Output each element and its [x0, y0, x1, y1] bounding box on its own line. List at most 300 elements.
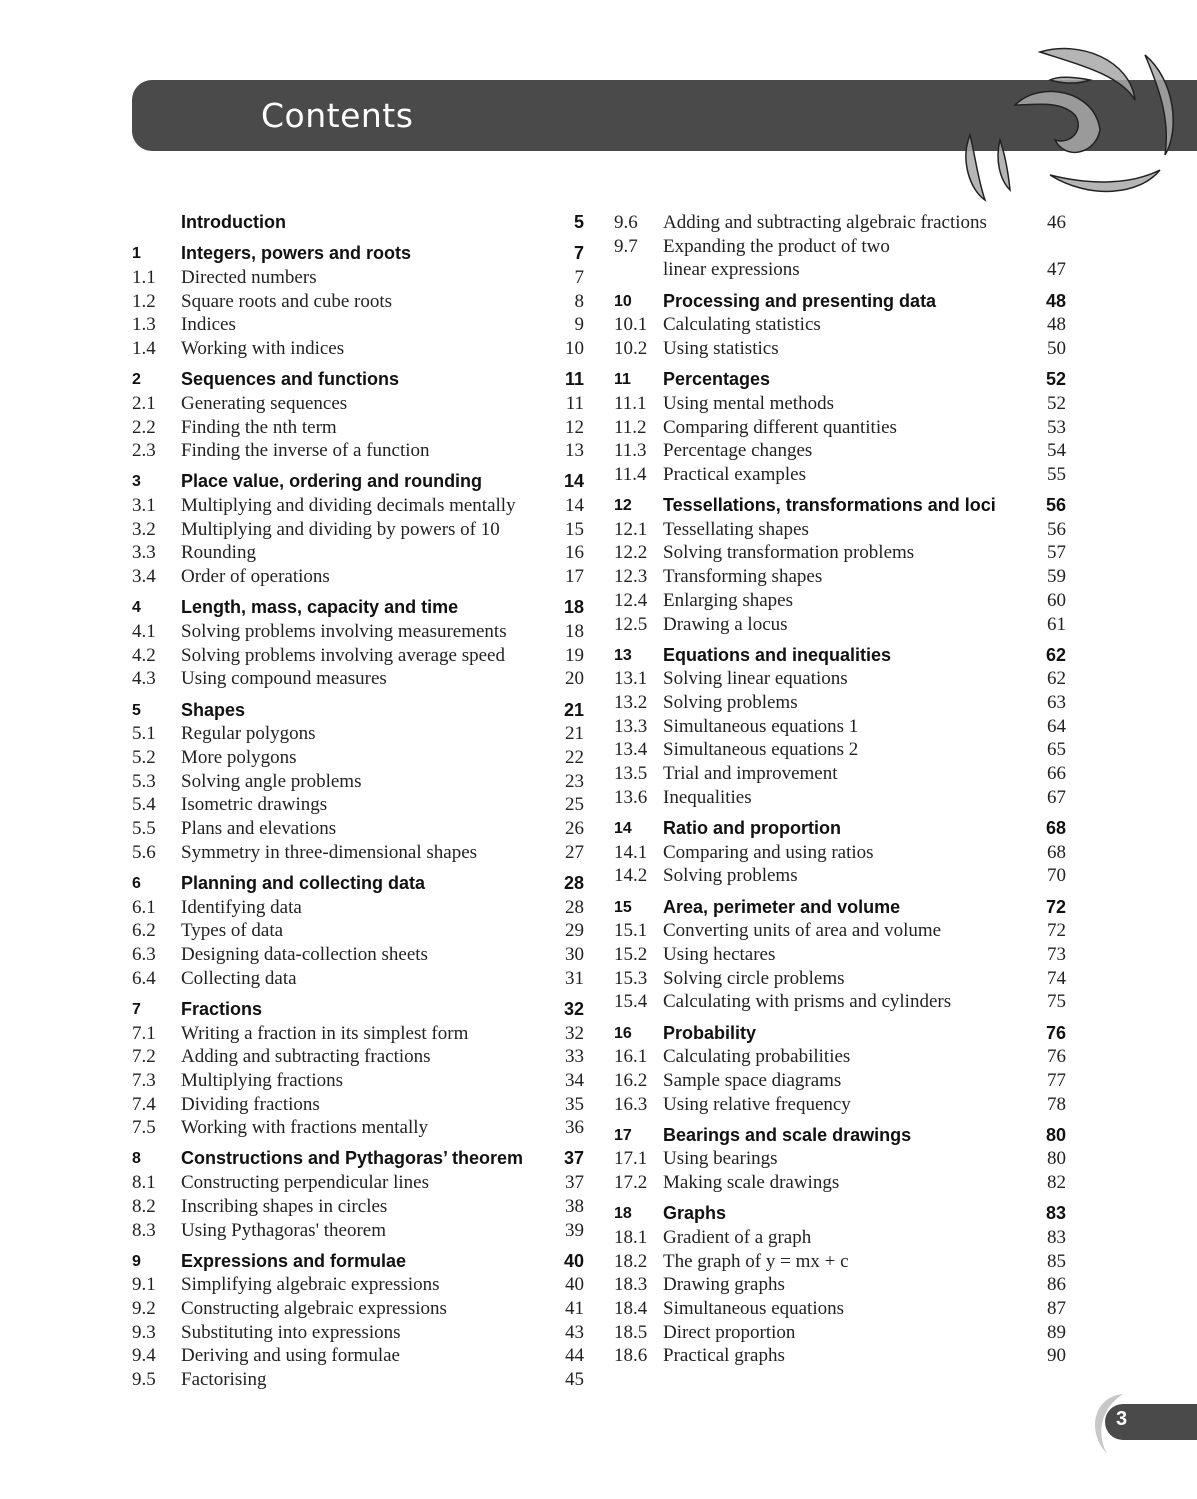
entry-number: 5.6 — [132, 841, 156, 863]
chapter-entry — [132, 211, 584, 235]
entry-title: Bearings and scale drawings — [663, 1124, 912, 1145]
section-entry — [132, 722, 584, 746]
section-entry — [614, 1171, 1066, 1195]
entry-page: 74 — [1047, 967, 1066, 989]
chapter-entry — [132, 242, 584, 266]
entry-number: 5.5 — [132, 818, 156, 839]
entry-title: Processing and presenting data — [663, 290, 937, 311]
entry-title: Inscribing shapes in circles — [181, 1195, 388, 1217]
entry-number: 15.3 — [614, 967, 648, 989]
entry-title: Solving problems — [663, 865, 798, 887]
entry-title: Converting units of area and volume — [663, 920, 942, 942]
entry-number: 15.1 — [614, 920, 648, 942]
entry-number: 9.6 — [614, 212, 638, 233]
entry-page: 40 — [565, 1274, 584, 1296]
entry-number: 13.4 — [614, 739, 648, 761]
entry-page: 83 — [1047, 1227, 1066, 1248]
chapter-entry — [614, 368, 1066, 392]
entry-title: Comparing different quantities — [663, 416, 897, 438]
entry-title: Length, mass, capacity and time — [181, 597, 459, 618]
section-entry — [132, 1344, 584, 1368]
entry-title: Solving transformation problems — [663, 542, 915, 564]
entry-title: Regular polygons — [181, 723, 316, 745]
entry-page: 89 — [1047, 1321, 1066, 1343]
entry-number: 14.1 — [614, 841, 648, 863]
entry-page: 56 — [1047, 518, 1066, 540]
entry-title: Using mental methods — [663, 392, 834, 414]
section-entry — [614, 738, 1066, 762]
section-entry — [614, 943, 1066, 967]
entry-page: 63 — [1047, 692, 1066, 714]
entry-title: Gradient of a graph — [663, 1227, 812, 1248]
section-entry — [614, 691, 1066, 715]
entry-page: 67 — [1047, 786, 1066, 808]
entry-page: 7 — [573, 243, 584, 264]
entry-title: Using compound measures — [181, 668, 387, 690]
entry-title: Collecting data — [181, 967, 297, 989]
section-entry — [132, 896, 584, 920]
entry-page: 29 — [565, 920, 584, 942]
entry-number: 12.1 — [614, 518, 648, 540]
entry-page: 40 — [563, 1250, 584, 1271]
section-entry — [614, 613, 1066, 637]
section-entry — [132, 1116, 584, 1140]
entry-number: 1.1 — [132, 266, 156, 288]
chapter-entry — [132, 998, 584, 1022]
entry-page: 13 — [565, 440, 584, 462]
entry-title: Constructions and Pythagoras’ theorem — [181, 1148, 524, 1169]
section-entry — [132, 1368, 584, 1392]
entry-page: 7 — [574, 266, 584, 288]
section-entry — [614, 337, 1066, 361]
entry-page: 20 — [565, 668, 584, 690]
entry-number: 17.2 — [614, 1172, 648, 1194]
entry-page: 34 — [565, 1069, 584, 1091]
entry-number: 3 — [132, 473, 141, 491]
section-entry — [614, 762, 1066, 786]
chapter-entry — [132, 368, 584, 392]
entry-number: 3.4 — [132, 566, 156, 588]
section-entry — [132, 746, 584, 770]
entry-page: 8 — [574, 290, 584, 312]
entry-page: 16 — [565, 542, 584, 564]
section-entry — [614, 1321, 1066, 1345]
entry-title: Transforming shapes — [663, 566, 823, 588]
section-entry — [614, 967, 1066, 991]
section-entry — [614, 439, 1066, 463]
entry-number: 14 — [614, 820, 632, 837]
entry-title: Adding and subtracting fractions — [181, 1046, 431, 1068]
section-entry — [614, 258, 1066, 282]
entry-title: Place value, ordering and rounding — [181, 471, 483, 492]
entry-title: Types of data — [181, 920, 284, 942]
entry-title: Dividing fractions — [181, 1093, 320, 1115]
entry-page: 27 — [565, 841, 584, 863]
entry-number: 9.7 — [614, 235, 638, 257]
section-entry — [132, 770, 584, 794]
entry-title: Inequalities — [663, 786, 752, 808]
section-entry — [132, 416, 584, 440]
entry-title: Drawing graphs — [663, 1274, 785, 1296]
entry-title: Solving problems — [663, 692, 798, 714]
section-entry — [132, 565, 584, 589]
page-number: 3 — [1116, 1408, 1128, 1430]
entry-number: 10.1 — [614, 314, 648, 336]
entry-title: Constructing algebraic expressions — [181, 1298, 447, 1320]
entry-number: 18 — [614, 1205, 632, 1223]
entry-number: 18.4 — [614, 1298, 648, 1320]
section-entry — [614, 864, 1066, 888]
entry-title: Calculating with prisms and cylinders — [663, 991, 952, 1013]
section-entry — [132, 1045, 584, 1069]
entry-number: 11.3 — [614, 440, 647, 462]
entry-title: Trial and improvement — [663, 763, 838, 785]
entry-number: 8.2 — [132, 1195, 156, 1217]
entry-title: Identifying data — [181, 896, 302, 918]
entry-title: Expanding the product of two — [663, 235, 890, 257]
entry-page: 15 — [565, 518, 584, 540]
entry-title: Graphs — [663, 1203, 727, 1224]
section-entry — [132, 1219, 584, 1243]
section-entry — [132, 290, 584, 314]
entry-title: Multiplying fractions — [181, 1069, 344, 1091]
entry-number: 4.1 — [132, 621, 156, 642]
entry-page: 80 — [1047, 1148, 1066, 1170]
entry-page: 52 — [1047, 392, 1066, 414]
chapter-entry — [132, 1147, 584, 1171]
section-entry — [614, 518, 1066, 542]
entry-page: 64 — [1047, 715, 1066, 737]
section-entry — [132, 1297, 584, 1321]
entry-number: 16 — [614, 1024, 632, 1042]
entry-number: 6 — [132, 874, 141, 892]
section-entry — [132, 1093, 584, 1117]
section-entry — [614, 416, 1066, 440]
chapter-entry — [614, 644, 1066, 668]
section-entry — [132, 392, 584, 416]
entry-page: 32 — [565, 1022, 584, 1044]
entry-number: 12.3 — [614, 566, 648, 588]
swirl-logo-icon — [930, 20, 1197, 210]
entry-page: 35 — [565, 1093, 584, 1115]
entry-title: Ratio and proportion — [663, 818, 841, 838]
entry-page: 44 — [565, 1345, 584, 1367]
section-entry — [614, 211, 1066, 235]
entry-number: 13.1 — [614, 668, 648, 690]
entry-number: 13 — [614, 646, 632, 664]
entry-page: 32 — [563, 998, 584, 1019]
entry-page: 28 — [565, 896, 584, 918]
entry-number: 5.1 — [132, 723, 156, 745]
entry-number: 3.1 — [132, 495, 156, 517]
entry-page: 61 — [1047, 613, 1066, 635]
section-entry — [614, 667, 1066, 691]
entry-page: 11 — [565, 392, 584, 414]
entry-number: 16.3 — [614, 1093, 648, 1115]
entry-number: 10 — [614, 292, 632, 310]
section-entry — [614, 1250, 1066, 1274]
entry-title: Directed numbers — [181, 266, 317, 288]
entry-title: Multiplying and dividing by powers of 10 — [181, 518, 500, 540]
entry-title: Integers, powers and roots — [181, 243, 412, 264]
entry-number: 7.2 — [132, 1046, 156, 1068]
entry-page: 70 — [1047, 865, 1066, 887]
entry-number: 4.3 — [132, 668, 156, 690]
entry-title: Symmetry in three-dimensional shapes — [181, 841, 478, 863]
entry-title: Solving problems involving average speed — [181, 644, 505, 666]
entry-title: Order of operations — [181, 566, 330, 588]
entry-title: Sequences and functions — [181, 369, 400, 390]
section-entry — [132, 1171, 584, 1195]
entry-page: 37 — [563, 1148, 584, 1169]
entry-page: 72 — [1047, 920, 1066, 942]
entry-title: Adding and subtracting algebraic fractions — [663, 212, 987, 233]
entry-number: 3.2 — [132, 518, 156, 540]
entry-number: 2.1 — [132, 392, 156, 414]
entry-page: 36 — [565, 1117, 584, 1139]
entry-number: 15.4 — [614, 991, 648, 1013]
entry-page: 28 — [563, 872, 584, 893]
entry-number: 7.1 — [132, 1022, 156, 1044]
page-title: Contents — [261, 96, 414, 135]
entry-page: 56 — [1045, 495, 1066, 516]
entry-number: 9.3 — [132, 1321, 156, 1343]
entry-title: Deriving and using formulae — [181, 1345, 400, 1367]
entry-number: 6.2 — [132, 920, 156, 942]
entry-number: 18.3 — [614, 1274, 648, 1296]
entry-title: Solving problems involving measurements — [181, 621, 507, 642]
entry-title: Introduction — [181, 212, 286, 232]
entry-page: 62 — [1047, 668, 1066, 690]
entry-title: Simultaneous equations 1 — [663, 715, 859, 737]
entry-title: Solving circle problems — [663, 967, 845, 989]
entry-page: 48 — [1047, 314, 1066, 336]
contents-left-column — [132, 211, 584, 1392]
chapter-entry — [614, 1202, 1066, 1226]
entry-number: 10.2 — [614, 337, 648, 359]
entry-title: Isometric drawings — [181, 794, 328, 816]
entry-page: 23 — [565, 770, 584, 792]
section-entry — [132, 1273, 584, 1297]
entry-number: 13.3 — [614, 715, 648, 737]
entry-title: Square roots and cube roots — [181, 290, 393, 312]
entry-title: Generating sequences — [181, 392, 348, 414]
section-entry — [614, 541, 1066, 565]
entry-number: 13.2 — [614, 692, 648, 714]
entry-number: 13.6 — [614, 786, 648, 808]
entry-title: Calculating probabilities — [663, 1046, 851, 1068]
entry-number: 2 — [132, 371, 141, 389]
section-entry — [614, 235, 1066, 259]
entry-page: 86 — [1047, 1274, 1066, 1296]
entry-number: 1.2 — [132, 290, 156, 312]
entry-page: 55 — [1047, 463, 1066, 485]
entry-page: 54 — [1047, 440, 1066, 462]
contents-right-column — [614, 211, 1066, 1368]
entry-number: 2.2 — [132, 416, 156, 438]
entry-title: Simultaneous equations 2 — [663, 739, 859, 761]
entry-number: 8.3 — [132, 1219, 156, 1241]
entry-title: linear expressions — [663, 259, 800, 281]
entry-page: 14 — [563, 471, 584, 492]
entry-title: Direct proportion — [663, 1321, 796, 1343]
entry-number: 13.5 — [614, 763, 648, 785]
chapter-entry — [132, 596, 584, 620]
entry-number: 7 — [132, 1000, 141, 1018]
section-entry — [132, 793, 584, 817]
section-entry — [614, 1273, 1066, 1297]
entry-page: 78 — [1047, 1093, 1066, 1115]
section-entry — [132, 1069, 584, 1093]
section-entry — [132, 919, 584, 943]
entry-title: Probability — [663, 1022, 757, 1043]
chapter-entry — [614, 896, 1066, 920]
entry-title: Practical graphs — [663, 1345, 785, 1367]
entry-page: 68 — [1047, 841, 1066, 863]
entry-title: Using bearings — [663, 1148, 778, 1170]
entry-page: 72 — [1045, 896, 1066, 917]
entry-page: 11 — [564, 369, 584, 390]
chapter-entry — [614, 817, 1066, 841]
entry-number: 14.2 — [614, 865, 648, 887]
section-entry — [132, 967, 584, 991]
entry-number: 18.1 — [614, 1227, 648, 1248]
section-entry — [614, 589, 1066, 613]
entry-title: Calculating statistics — [663, 314, 821, 336]
entry-page: 22 — [565, 746, 584, 768]
entry-page: 60 — [1047, 589, 1066, 611]
entry-number: 8 — [132, 1150, 141, 1168]
entry-title: Factorising — [181, 1369, 267, 1391]
section-entry — [132, 620, 584, 644]
entry-title: Fractions — [181, 998, 263, 1019]
entry-page: 10 — [565, 337, 584, 359]
entry-title: More polygons — [181, 746, 297, 768]
entry-page: 12 — [565, 416, 584, 438]
entry-title: Tessellating shapes — [663, 518, 809, 540]
entry-page: 59 — [1047, 566, 1066, 588]
entry-page: 43 — [565, 1321, 584, 1343]
entry-page: 68 — [1045, 818, 1066, 838]
entry-page: 37 — [565, 1172, 584, 1194]
chapter-entry — [132, 470, 584, 494]
entry-page: 50 — [1047, 337, 1066, 359]
entry-page: 9 — [574, 314, 584, 336]
entry-page: 87 — [1047, 1298, 1066, 1320]
entry-number: 9.4 — [132, 1345, 156, 1367]
entry-title: Practical examples — [663, 463, 806, 485]
chapter-entry — [614, 494, 1066, 518]
entry-title: Sample space diagrams — [663, 1069, 842, 1091]
entry-number: 5.3 — [132, 770, 156, 792]
entry-title: Drawing a locus — [663, 613, 788, 635]
section-entry — [132, 518, 584, 542]
chapter-entry — [614, 1022, 1066, 1046]
entry-number: 11 — [614, 371, 631, 389]
section-entry — [614, 565, 1066, 589]
chapter-entry — [614, 290, 1066, 314]
section-entry — [614, 786, 1066, 810]
entry-title: Indices — [181, 314, 236, 336]
entry-number: 4 — [132, 599, 141, 617]
section-entry — [614, 1069, 1066, 1093]
entry-title: The graph of y = mx + c — [663, 1250, 849, 1272]
entry-title: Tessellations, transformations and loci — [663, 495, 996, 516]
entry-title: Area, perimeter and volume — [663, 896, 901, 917]
entry-page: 39 — [565, 1219, 584, 1241]
entry-page: 65 — [1047, 739, 1066, 761]
entry-page: 62 — [1045, 644, 1066, 665]
section-entry — [614, 1344, 1066, 1368]
section-entry — [614, 463, 1066, 487]
entry-page: 19 — [565, 644, 584, 666]
entry-number: 2.3 — [132, 440, 156, 462]
entry-title: Rounding — [181, 542, 256, 564]
entry-number: 18.5 — [614, 1321, 648, 1343]
section-entry — [132, 644, 584, 668]
entry-page: 52 — [1045, 369, 1066, 390]
entry-number: 12 — [614, 497, 632, 515]
entry-number: 17 — [614, 1126, 632, 1144]
entry-page: 18 — [565, 621, 584, 642]
entry-number: 4.2 — [132, 644, 156, 666]
entry-page: 85 — [1047, 1250, 1066, 1272]
section-entry — [614, 715, 1066, 739]
entry-title: Plans and elevations — [181, 818, 337, 839]
entry-page: 90 — [1047, 1345, 1066, 1367]
entry-title: Multiplying and dividing decimals mentally — [181, 495, 516, 517]
entry-page: 45 — [565, 1369, 584, 1391]
entry-page: 75 — [1047, 991, 1066, 1013]
entry-page: 73 — [1047, 943, 1066, 965]
section-entry — [614, 990, 1066, 1014]
entry-number: 5 — [132, 701, 141, 719]
section-entry — [132, 439, 584, 463]
entry-page: 33 — [565, 1046, 584, 1068]
entry-title: Designing data-collection sheets — [181, 943, 428, 965]
entry-number: 12.4 — [614, 589, 648, 611]
section-entry — [132, 817, 584, 841]
entry-number: 6.1 — [132, 896, 156, 918]
entry-number: 8.1 — [132, 1172, 156, 1194]
entry-title: Substituting into expressions — [181, 1321, 401, 1343]
entry-title: Solving angle problems — [181, 770, 362, 792]
entry-title: Working with indices — [181, 337, 345, 359]
entry-number: 9 — [132, 1252, 141, 1270]
entry-number: 1.4 — [132, 337, 156, 359]
entry-page: 17 — [565, 566, 584, 588]
entry-page: 48 — [1045, 290, 1066, 311]
entry-title: Constructing perpendicular lines — [181, 1172, 429, 1194]
section-entry — [614, 392, 1066, 416]
section-entry — [614, 1147, 1066, 1171]
entry-title: Percentages — [663, 369, 771, 390]
section-entry — [132, 494, 584, 518]
entry-number: 9.2 — [132, 1298, 156, 1320]
entry-number: 11.1 — [614, 392, 647, 414]
section-entry — [614, 1297, 1066, 1321]
entry-page: 53 — [1047, 416, 1066, 438]
entry-number: 6.3 — [132, 943, 156, 965]
entry-title: Finding the inverse of a function — [181, 440, 430, 462]
entry-page: 80 — [1045, 1124, 1066, 1145]
entry-title: Using relative frequency — [663, 1093, 851, 1115]
section-entry — [132, 313, 584, 337]
entry-number: 15.2 — [614, 943, 648, 965]
section-entry — [614, 1226, 1066, 1250]
entry-title: Using Pythagoras' theorem — [181, 1219, 387, 1241]
section-entry — [614, 919, 1066, 943]
